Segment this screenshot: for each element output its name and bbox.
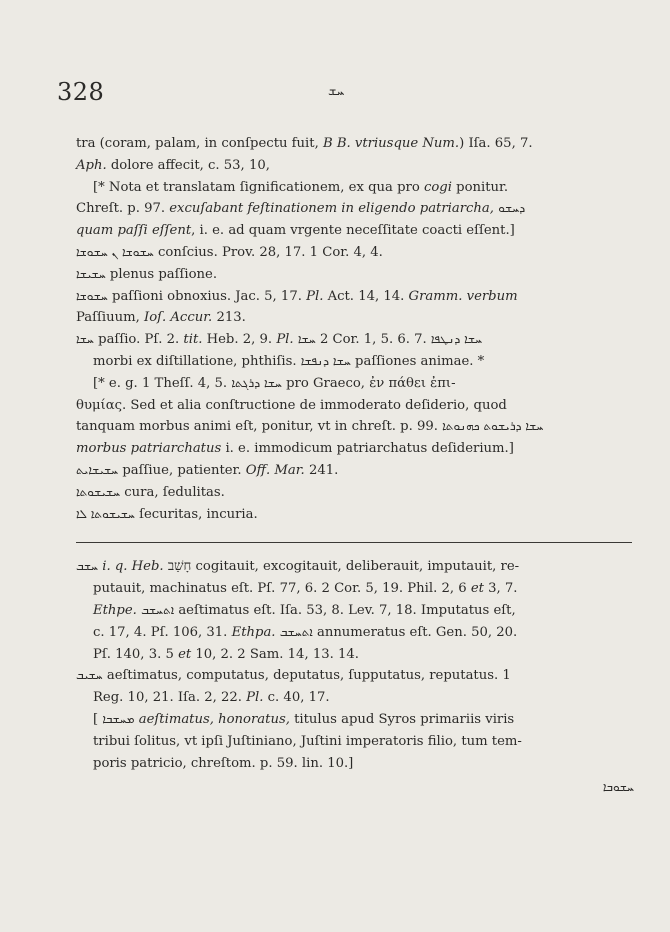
text-run: paſſioni obnoxius. Jac. 5, 17. <box>107 288 307 304</box>
text-run: i. e. immodicum patriarchatus deſiderium.] <box>221 441 514 457</box>
entry-line <box>76 665 648 687</box>
entry-line <box>76 556 648 578</box>
entry-line <box>76 286 648 308</box>
text-run: [ <box>93 711 103 727</box>
entry-line <box>76 709 648 731</box>
text-run: ponitur. <box>451 179 509 195</box>
text-run: conſcius. Prov. 28, 17. 1 Cor. 4, 4. <box>153 244 383 260</box>
text-run: θυμίας. Sed et alia conſtructione de immoderato deſiderio, quod <box>76 397 507 413</box>
italic-text: Pl. <box>306 288 324 304</box>
entry-line <box>76 351 648 373</box>
text-run: cura, ſedulitas. <box>120 484 225 500</box>
text-run: 10, 2. 2 Sam. 14, 13. 14. <box>191 646 359 662</box>
entry-line <box>76 373 648 395</box>
entry-line <box>76 460 648 482</box>
syriac-headword: ܚܫܐ <box>76 332 94 347</box>
italic-text: tit. <box>183 332 203 348</box>
text-run: annumeratus eſt. Gen. 50, 20. <box>312 624 518 640</box>
text-run: 3, 7. <box>483 581 518 597</box>
text-run: Pſ. 140, 3. 5 <box>93 646 179 662</box>
italic-text: morbus patriarchatus <box>76 441 222 457</box>
entry-line <box>76 220 648 242</box>
entry-line <box>76 242 648 264</box>
text-run: c. 17, 4. Pſ. 106, 31. <box>93 624 232 640</box>
italic-text: et <box>178 646 192 662</box>
text-run: tribui ſolitus, vt ipſi Juſtiniano, Juſtini imperatoris filio, tum tem- <box>93 733 522 749</box>
syriac-headword: ܚܫܐ ܕܪܝܫܘܬ ܟܗܢܘܬܐ <box>442 419 544 434</box>
text-run: aeſtimatus, computatus, deputatus, ſupputatus, reputatus. 1 <box>102 668 511 684</box>
entry-line <box>76 482 648 504</box>
syriac-headword: ܚܫܐ <box>297 332 316 347</box>
syriac-headword: ܚܫܝܫܐܝܬ <box>76 462 119 477</box>
text-run: tanquam morbus animi eſt, ponitur, vt in chreſt. p. 99. <box>76 419 443 435</box>
entry-line <box>76 177 648 199</box>
entry-line <box>76 644 648 666</box>
text-run: Reg. 10, 21. Iſa. 2, 22. <box>93 690 247 706</box>
text-run: dolore affecit, c. 53, 10, <box>106 157 270 173</box>
entry-line <box>76 687 648 709</box>
entry-line <box>76 307 648 329</box>
text-run: plenus paſſione. <box>105 266 218 282</box>
italic-text: Pl. <box>276 332 294 348</box>
entry-line <box>76 155 648 177</box>
italic-text: B B. vtriusque Num. <box>322 136 460 151</box>
syriac-headword: ܚܫܝܫܘܬܐ <box>76 484 121 499</box>
text-run: putauit, machinatus eſt. Pſ. 77, 6. 2 Cor. 5, 19. Phil. 2, 6 <box>93 581 471 597</box>
text-run: paſſiones animae. * <box>350 353 485 369</box>
page-number: 328 <box>57 78 105 106</box>
entry-line <box>76 416 648 438</box>
entry-line <box>76 504 648 526</box>
italic-text: quam paſſi eſſent <box>76 223 192 239</box>
section-divider <box>76 542 632 543</box>
text-run: ) Iſa. 65, 7. <box>459 136 533 151</box>
text-run: 241. <box>304 462 339 478</box>
text-run: poris patricio, chreſtom. p. 59. lin. 10.] <box>93 755 354 771</box>
syriac-headword: ܚܫܐ ܕܢܦܫܐ <box>300 353 351 368</box>
entry-line <box>76 329 648 351</box>
text-run: paſſiue, patienter. <box>118 462 246 478</box>
running-head: ܚܫ <box>328 84 345 99</box>
entry-line <box>76 264 648 286</box>
entry-line <box>76 395 648 417</box>
text-run: paſſio. Pſ. 2. <box>93 332 184 348</box>
syriac-headword: ܕܚܫܘ <box>498 201 526 216</box>
text-run: Paſſiuum, <box>76 310 144 326</box>
entry-line <box>76 133 648 155</box>
syriac-headword: ܚܫܝܒ <box>76 668 103 683</box>
entry-line <box>76 753 648 775</box>
syriac-headword: ܐܬܚܫܒ <box>141 602 175 617</box>
entry-line <box>76 777 648 799</box>
italic-text: Gramm. verbum <box>408 288 518 304</box>
italic-text: Off. Mar. <box>245 462 305 478</box>
text-run: ſecuritas, incuria. <box>134 506 258 522</box>
text-run: [* e. g. 1 Theſſ. 4, 5. <box>93 375 232 391</box>
syriac-headword: ܚܫܒ <box>76 559 99 574</box>
entry-line <box>76 731 648 753</box>
text-run: aeſtimatus eſt. Iſa. 53, 8. Lev. 7, 18. Imputatus eſt, <box>174 602 516 618</box>
dictionary-entries <box>76 133 648 799</box>
text-run: חָשַׁב cogitauit, excogitauit, deliberauit, imputauit, re- <box>163 559 520 575</box>
text-run: pro Graeco, ἐν πάθει ἐπι- <box>281 375 456 391</box>
syriac-headword: ܚܫܝܫܘܬܐ ܠܐ <box>76 506 135 521</box>
entry-line <box>76 600 648 622</box>
text-run: , i. e. ad quam vrgente neceſſitate coacti eſſent.] <box>191 223 515 239</box>
text-run: c. 40, 17. <box>263 690 330 706</box>
text-run: [* Nota et translatam ſignificationem, ex qua pro <box>93 179 424 195</box>
text-run: Act. 14, 14. <box>323 288 409 304</box>
syriac-headword: ܐܬܚܫܒ <box>279 624 313 639</box>
text-run: 213. <box>212 310 246 326</box>
entry-line <box>76 578 648 600</box>
syriac-headword: ܚܫܘܫܐ <box>76 288 108 303</box>
italic-text: Ethpa. <box>231 624 276 640</box>
syriac-headword: ܡܚܫܒܐ <box>102 711 135 726</box>
text-run: 2 Cor. 1, 5. 6. 7. <box>315 332 431 348</box>
italic-text: cogi <box>423 179 452 195</box>
italic-text: Ethpe. <box>93 602 137 618</box>
italic-text: Pl. <box>246 690 264 706</box>
syriac-headword: ܚܫܐ ܕܢܛܦܐ <box>430 332 483 347</box>
text-run: tra (coram, palam, in conſpectu fuit, <box>76 136 323 151</box>
text-run: titulus apud Syros primariis viris <box>289 711 515 727</box>
italic-text: excuſabant feſtinationem in eligendo patriarcha, <box>169 201 494 217</box>
italic-text: i. q. Heb. <box>102 559 164 575</box>
italic-text: aeſtimatus, honoratus, <box>138 711 290 727</box>
entry-line <box>76 438 648 460</box>
text-run: Heb. 2, 9. <box>202 332 277 348</box>
syriac-headword: ܚܫܘܒܐ <box>602 780 634 795</box>
syriac-headword: ܚܫܝܫܐ <box>76 266 106 281</box>
page-header <box>0 78 670 108</box>
entry-line <box>76 198 648 220</box>
syriac-headword: ܚܫܘܫܐ ܢ ܚܫܘܫܐ <box>76 244 154 259</box>
syriac-headword: ܚܫܐ ܕܪܓܬܐ <box>231 375 282 390</box>
text-run: Chreſt. p. 97. <box>76 201 170 217</box>
text-run: morbi ex diſtillatione, phthiſis. <box>93 353 301 369</box>
entry-line <box>76 622 648 644</box>
italic-text: Ioſ. Accur. <box>144 310 213 326</box>
italic-text: et <box>470 581 484 597</box>
italic-text: Aph. <box>76 157 107 173</box>
